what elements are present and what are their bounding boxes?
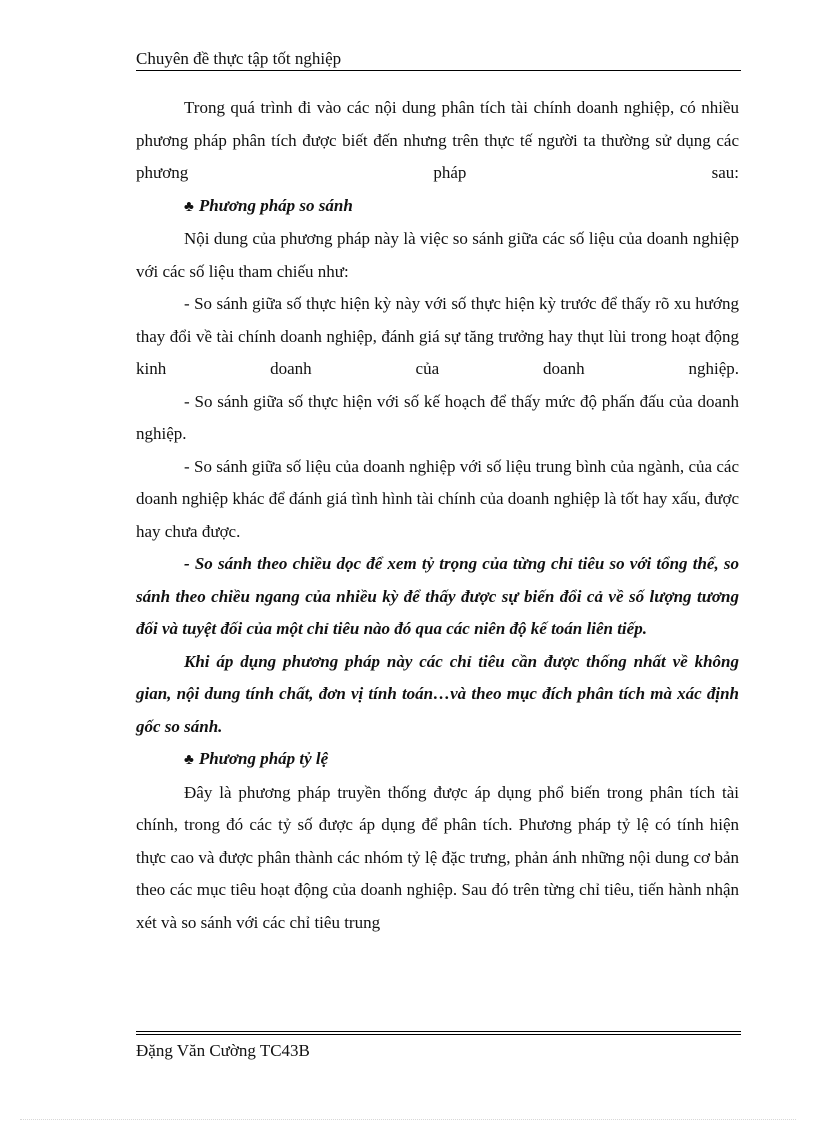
footer-rule-second xyxy=(136,1034,741,1035)
section-heading-comparison xyxy=(136,190,739,224)
page-edge xyxy=(20,1119,796,1120)
paragraph-compare-plan: - So sánh giữa số thực hiện với số kế hoạch để thấy mức độ phấn đấu của doanh nghiệp. xyxy=(136,391,739,443)
footer-author: Đặng Văn Cường TC43B xyxy=(136,1041,310,1060)
heading-text: Phương pháp so sánh xyxy=(198,195,353,215)
header-rule xyxy=(136,70,741,71)
club-bullet-icon: ♣ xyxy=(184,198,194,215)
paragraph-ratio-method: Đây là phương pháp truyền thống được áp dụng phổ biến trong phân tích tài chính, trong đó các tỷ số được áp dụng để phân tích. Phương pháp tỷ lệ có tính hiện thực cao và được phân thành các nhóm tỷ lệ đặc trưng, phản ánh những nội dung cơ bản theo các mục tiêu hoạt động của doanh nghiệp. Sau đó trên từng chỉ tiêu, tiến hành nhận xét và so sánh với các chỉ tiêu trung xyxy=(136,782,739,932)
paragraph-comparison-intro: Nội dung của phương pháp này là việc so sánh giữa các số liệu của doanh nghiệp với các số liệu tham chiếu như: xyxy=(136,229,739,281)
section-heading-ratio xyxy=(136,743,739,777)
paragraph-compare-conditions: Khi áp dụng phương pháp này các chỉ tiêu cần được thống nhất về không gian, nội dung tính chất, đơn vị tính toán…và theo mục đích phân tích mà xác định gốc so sánh. xyxy=(136,651,739,736)
footer-rule xyxy=(136,1031,741,1032)
club-bullet-icon: ♣ xyxy=(184,752,194,768)
paragraph-compare-vertical-horizontal: - So sánh theo chiều dọc để xem tỷ trọng của từng chỉ tiêu so với tổng thể, so sánh theo chiều ngang của nhiều kỳ để thấy được sự biến đổi cả về số lượng tương đối và tuyệt đối của một chỉ tiêu nào đó qua các niên độ kế toán liên tiếp. xyxy=(136,554,739,638)
paragraph-compare-periods: - So sánh giữa số thực hiện kỳ này với số thực hiện kỳ trước để thấy rõ xu hướng thay đổi về tài chính doanh nghiệp, đánh giá sự tăng trưởng hay thụt lùi trong hoạt động kinh doanh của doanh nghiệp. xyxy=(136,294,739,378)
heading-text: Phương pháp tỷ lệ xyxy=(198,749,329,768)
paragraph-compare-industry: - So sánh giữa số liệu của doanh nghiệp với số liệu trung bình của ngành, của các doanh nghiệp khác để đánh giá tình hình tài chính của doanh nghiệp là tốt hay xấu, được hay chưa được. xyxy=(136,456,739,541)
document-body xyxy=(136,92,739,939)
page-header-title: Chuyên đề thực tập tốt nghiệp xyxy=(136,49,342,68)
intro-paragraph: Trong quá trình đi vào các nội dung phân tích tài chính doanh nghiệp, có nhiều phương pháp phân tích được biết đến nhưng trên thực tế người ta thường sử dụng các phương pháp sau: xyxy=(136,98,739,182)
